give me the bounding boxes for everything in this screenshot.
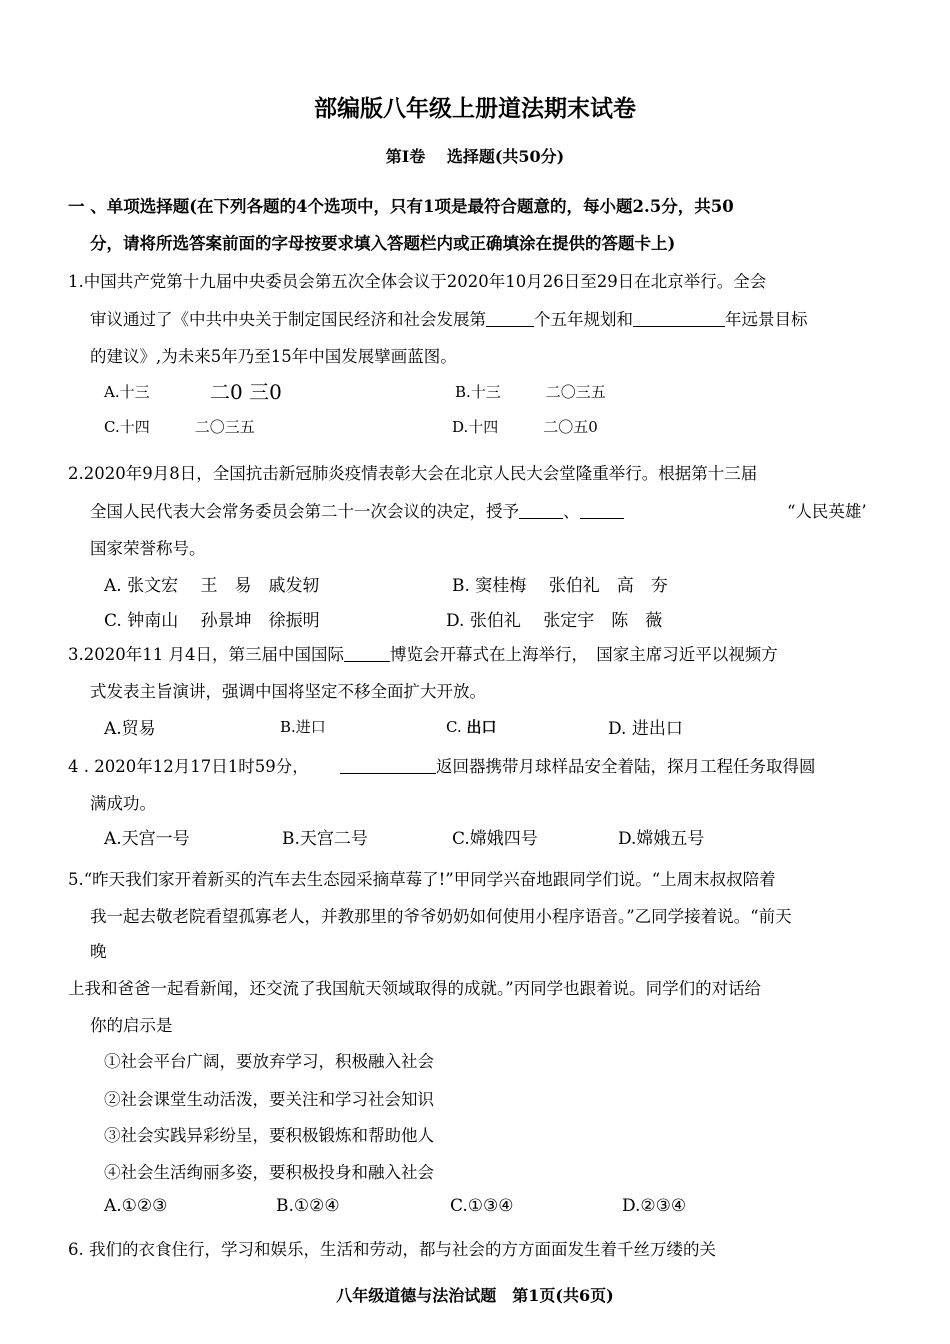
q1-line2-text-c: 年远景目标 — [725, 310, 808, 329]
q5-line5: 你的启示是 — [90, 1016, 173, 1035]
q2-line3: 国家荣誉称号。 — [90, 539, 206, 558]
page-title: 部编版八年级上册道法期末试卷 — [314, 95, 636, 122]
q3-option-c — [446, 716, 497, 737]
q1-option-b: B.十三 二〇三五 — [455, 383, 606, 401]
q4-option-b: B.天宫二号 — [282, 829, 368, 849]
q3-line1 — [68, 641, 778, 665]
q1-line1: 1.中国共产党第十九届中央委员会第五次全体会议于2020年10月26日至29日在北京举行。全会 — [68, 272, 767, 291]
q5-option-b: B.①②④ — [276, 1196, 340, 1216]
section-instructions-line2: 分，请将所选答案前面的字母按要求填入答题栏内或正确填涂在提供的答题卡上) — [90, 234, 676, 253]
q1-blank-2 — [633, 310, 725, 327]
q2-blank-1 — [519, 502, 563, 519]
q5-line4: 上我和爸爸一起看新闻，还交流了我国航天领域取得的成就。”丙同学也跟着说。同学们的对话给 — [68, 979, 762, 998]
q1-blank-1 — [486, 310, 534, 327]
q4-blank — [340, 757, 436, 774]
q5-item-4: ④社会生活绚丽多姿，要积极投身和融入社会 — [104, 1163, 434, 1182]
q5-option-c: C.①③④ — [450, 1196, 514, 1216]
q1-option-a-value: 二0 三0 — [210, 380, 282, 404]
q1-line2 — [90, 306, 808, 330]
q5-item-1: ①社会平台广阔，要放弃学习，积极融入社会 — [104, 1052, 434, 1071]
q3-option-a: A.贸易 — [104, 719, 156, 739]
q2-option-a: A. 张文宏 王 易 戚发轫 — [104, 576, 320, 596]
q2-option-b: B. 窦桂梅 张伯礼 高 夯 — [452, 576, 668, 596]
q1-option-d: D.十四 二〇五0 — [452, 418, 598, 436]
q3-option-b: B.进口 — [280, 718, 326, 736]
q3-option-d: D. 进出口 — [608, 719, 683, 739]
q1-line3: 的建议》,为未来5年乃至15年中国发展擘画蓝图。 — [90, 347, 457, 366]
q2-line2-text-b: 、 — [563, 502, 580, 521]
q4-line1-rest — [340, 753, 816, 777]
q3-line1-text-b: 博览会开幕式在上海举行， 国家主席习近平以视频方 — [389, 645, 778, 664]
q4-line1 — [68, 753, 309, 777]
q2-line1: 2.2020年9月8日，全国抗击新冠肺炎疫情表彰大会在北京人民大会堂隆重举行。根据第十三届 — [68, 464, 758, 483]
q4-line2: 满成功。 — [90, 794, 156, 813]
q1-line2-text-a: 审议通过了《中共中央关于制定国民经济和社会发展第 — [90, 310, 486, 329]
q3-line1-text-a: 3.2020年11 月4日，第三届中国国际 — [68, 645, 344, 664]
q3-option-c-label: C. — [446, 718, 462, 736]
q2-blank-2 — [580, 502, 624, 519]
q5-line1: 5.“昨天我们家开着新买的汽车去生态园采摘草莓了!”甲同学兴奋地跟同学们说。“上周末叔叔陪着 — [68, 870, 776, 889]
q5-line3: 晚 — [90, 942, 107, 961]
q5-item-2: ②社会课堂生动活泼，要关注和学习社会知识 — [104, 1090, 434, 1109]
q5-option-a: A.①②③ — [104, 1196, 168, 1216]
q1-option-a-label: A.十三 — [104, 383, 150, 401]
q2-line2-text-a: 全国人民代表大会常务委员会第二十一次会议的决定，授予 — [90, 502, 519, 521]
q2-option-c: C. 钟南山 孙景坤 徐振明 — [104, 611, 320, 631]
q2-option-d: D. 张伯礼 张定宇 陈 薇 — [446, 611, 663, 631]
q6-line1: 6. 我们的衣食住行，学习和娱乐，生活和劳动，都与社会的方方面面发生着千丝万缕的关 — [68, 1240, 716, 1259]
q1-option-c: C.十四 二〇三五 — [104, 418, 255, 436]
section-subtitle: 第Ⅰ卷 选择题(共50分) — [385, 147, 565, 166]
page-footer: 八年级道德与法治试题 第1页(共6页) — [336, 1286, 614, 1305]
q2-line2 — [90, 498, 624, 522]
q3-line2: 式发表主旨演讲，强调中国将坚定不移全面扩大开放。 — [90, 682, 486, 701]
q5-item-3: ③社会实践异彩纷呈，要积极锻炼和帮助他人 — [104, 1126, 434, 1145]
q2-line2-honor: “人民英雄’ — [787, 502, 867, 521]
q3-option-c-value: 出口 — [466, 718, 497, 736]
q4-option-c: C.嫦娥四号 — [452, 829, 538, 849]
q4-option-d: D.嫦娥五号 — [618, 829, 705, 849]
section-instructions-line1: 一 、单项选择题(在下列各题的4个选项中，只有1项是最符合题意的，每小题2.5分，共50 — [68, 197, 734, 216]
q1-line2-text-b: 个五年规划和 — [534, 310, 633, 329]
q4-line1-text-b: 返回器携带月球样品安全着陆，探月工程任务取得圆 — [436, 757, 816, 776]
q3-blank — [344, 645, 390, 662]
q4-option-a: A.天宫一号 — [104, 829, 190, 849]
q5-option-d: D.②③④ — [622, 1196, 687, 1216]
q5-line2: 我一起去敬老院看望孤寡老人，并教那里的爷爷奶奶如何使用小程序语音。”乙同学接着说。“前天 — [90, 907, 792, 926]
q4-line1-text-a: 4 . 2020年12月17日1时59分， — [68, 757, 309, 776]
